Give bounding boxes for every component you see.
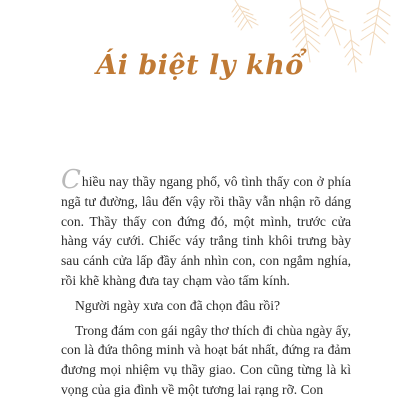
chapter-title: Ái biệt ly khổ [96,50,304,81]
paragraph-1 [61,165,351,291]
drop-cap: C [61,165,81,195]
paragraph-3: Trong đám con gái ngây thơ thích đi chùa ngày ấy, con là đứa thông minh và hoạt bát nhất, đứng ra đảm đương mọi nhiệm vụ thầy giao. Con cũng từng là kì vọng của gia đình về một tương lai rạng rỡ. Con [61,322,351,397]
chapter-body [61,165,351,400]
paragraph-2: Người ngày xưa con đã chọn đâu rồi? [75,297,281,313]
paragraph-1-text: hiều nay thầy ngang phố, vô tình thấy con ở phía ngã tư đường, lâu đến vậy rồi thầy vẫn nhận rõ dáng con. Thầy thấy con đứng đó, một mình, trước cửa hàng váy cưới. Chiếc váy trắng tinh khôi trưng bày sau cánh cửa lấp đầy ánh nhìn con, con ngắm nghía, rồi khẽ khàng đưa tay chạm vào tấm kính. [61,174,351,288]
